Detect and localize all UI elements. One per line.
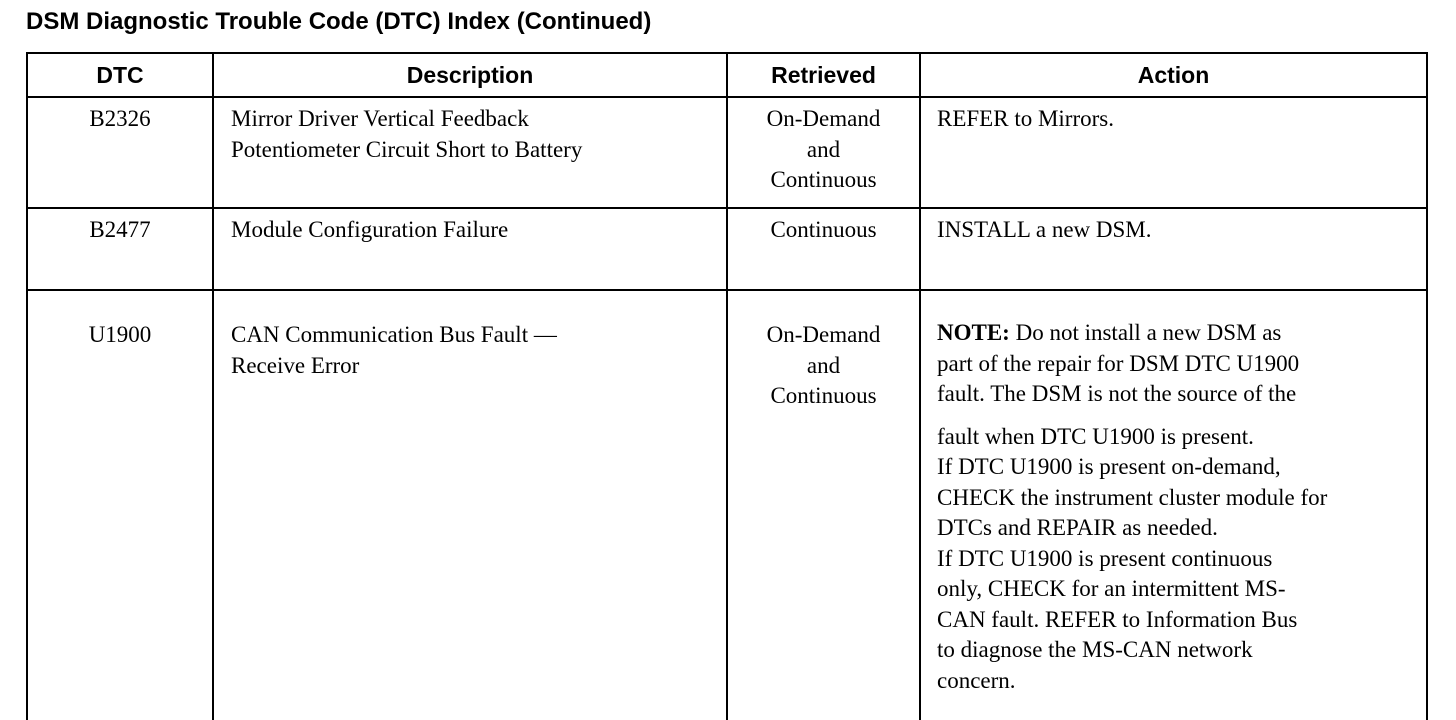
note-line xyxy=(937,318,1422,349)
action-line: CHECK the instrument cluster module for xyxy=(937,484,1328,510)
dtc-description xyxy=(213,97,727,208)
retrieved-line: Continuous xyxy=(770,167,877,192)
header-dtc: DTC xyxy=(27,53,213,97)
action-line: INSTALL a new DSM. xyxy=(937,217,1152,242)
action-line: If DTC U1900 is present on-demand, xyxy=(937,454,1281,479)
retrieved-line: Continuous xyxy=(770,217,877,242)
retrieved-line: and xyxy=(806,352,841,378)
dtc-retrieved xyxy=(727,290,920,720)
action-line: concern. xyxy=(937,667,1016,693)
page-title: DSM Diagnostic Trouble Code (DTC) Index (Continued) xyxy=(26,8,652,35)
retrieved-line: On-Demand xyxy=(766,106,881,131)
header-description: Description xyxy=(213,53,727,97)
table-row xyxy=(27,290,1427,720)
action-line: DTCs and REPAIR as needed. xyxy=(937,515,1218,540)
description-line: Mirror Driver Vertical Feedback xyxy=(231,106,529,131)
description-line: Module Configuration Failure xyxy=(231,217,509,242)
table-row xyxy=(27,97,1427,208)
retrieved-line: On-Demand xyxy=(766,322,881,347)
retrieved-line: Continuous xyxy=(770,383,877,408)
action-line: only, CHECK for an intermittent MS- xyxy=(937,576,1286,601)
dtc-description xyxy=(213,208,727,290)
note-label: NOTE: xyxy=(937,320,1010,345)
note-line: part of the repair for DSM DTC U1900 xyxy=(937,350,1300,376)
dtc-action xyxy=(920,208,1427,290)
action-line: fault when DTC U1900 is present. xyxy=(937,423,1254,449)
dtc-retrieved xyxy=(727,97,920,208)
paragraph-gap xyxy=(937,410,1422,422)
header-action: Action xyxy=(920,53,1427,97)
action-line: REFER to Mirrors. xyxy=(937,106,1114,131)
action-line: CAN fault. REFER to Information Bus xyxy=(937,606,1298,632)
dtc-retrieved xyxy=(727,208,920,290)
dtc-index-table xyxy=(26,52,1428,720)
dtc-description xyxy=(213,290,727,720)
dtc-code: B2326 xyxy=(27,97,213,208)
dtc-action xyxy=(920,290,1427,720)
action-line: If DTC U1900 is present continuous xyxy=(937,545,1273,571)
table-row xyxy=(27,208,1427,290)
note-text: Do not install a new DSM as xyxy=(1009,320,1282,345)
description-line: CAN Communication Bus Fault — xyxy=(231,322,557,347)
retrieved-line: and xyxy=(806,136,841,162)
dtc-code: B2477 xyxy=(27,208,213,290)
description-line: Receive Error xyxy=(231,352,360,378)
action-line: to diagnose the MS-CAN network xyxy=(937,637,1253,662)
table-header-row xyxy=(27,53,1427,97)
dtc-action xyxy=(920,97,1427,208)
description-line: Potentiometer Circuit Short to Battery xyxy=(231,136,583,162)
header-retrieved: Retrieved xyxy=(727,53,920,97)
dtc-code: U1900 xyxy=(27,290,213,720)
note-line: fault. The DSM is not the source of the xyxy=(937,381,1297,406)
